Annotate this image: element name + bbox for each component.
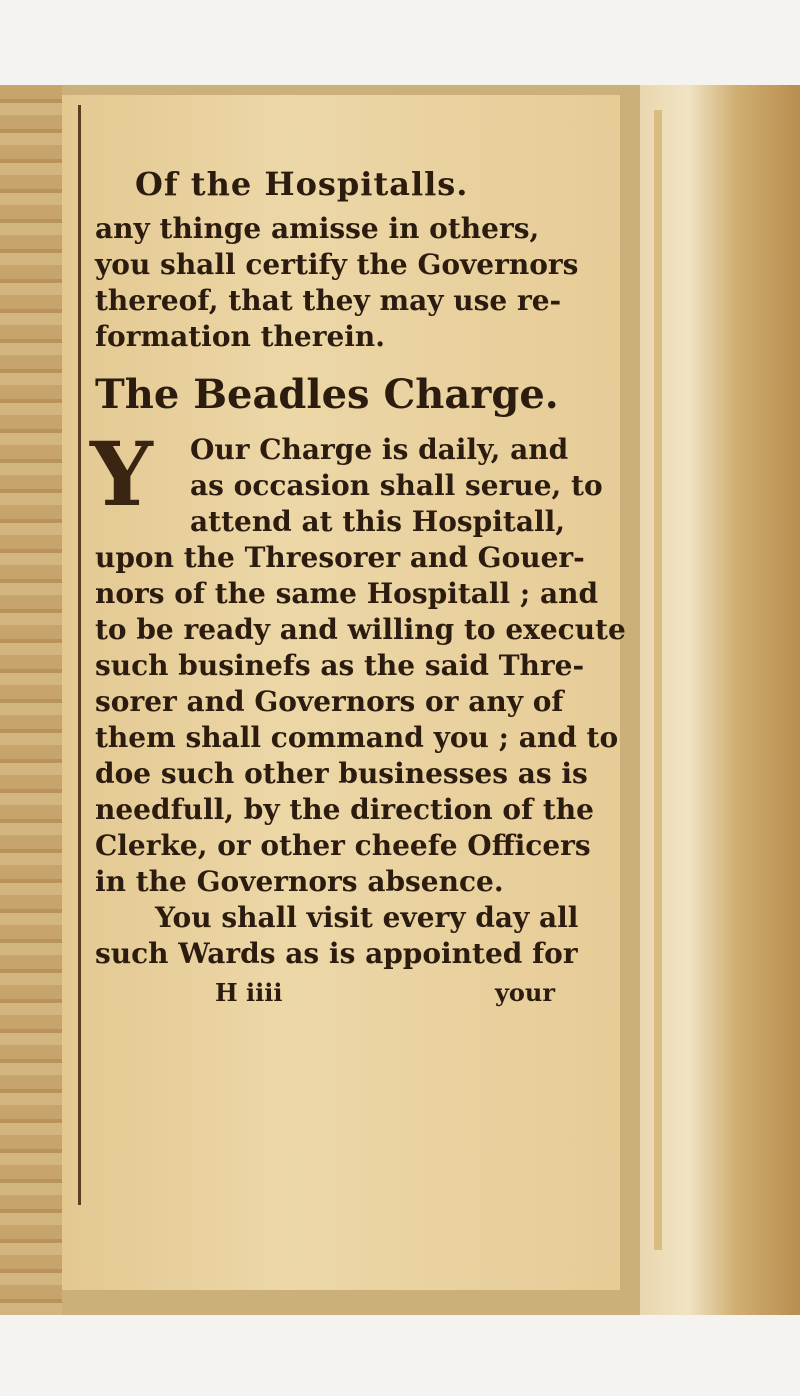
page-edge-right <box>640 85 800 1315</box>
text-line: in the Governors absence. <box>95 865 504 898</box>
margin-rule <box>78 105 81 1205</box>
text-line: you shall certify the Governors <box>95 248 579 281</box>
text-line: Clerke, or other cheefe Officers <box>95 829 591 862</box>
text-line: such Wards as is appointed for <box>95 937 578 970</box>
main-paragraph <box>90 422 626 900</box>
catchword: your <box>494 978 555 1007</box>
page-footer <box>215 978 555 1007</box>
fore-edge-stripe <box>654 110 662 1250</box>
facing-page-edge <box>0 85 62 1315</box>
text-line: formation therein. <box>95 320 386 353</box>
drop-cap: Y <box>90 422 153 526</box>
text-line: to be ready and willing to execute <box>95 613 626 646</box>
page-text <box>90 165 626 1007</box>
top-paragraph <box>95 211 615 355</box>
text-line: them shall command you ; and to <box>95 721 619 754</box>
section-heading: The Beadles Charge. <box>95 371 559 418</box>
text-line: nors of the same Hospitall ; and <box>95 577 599 610</box>
second-paragraph <box>95 900 615 972</box>
text-line: doe such other businesses as is <box>95 757 588 790</box>
running-head: Of the Hospitalls. <box>135 165 469 203</box>
text-line: such businefs as the said Thre- <box>95 649 585 682</box>
text-line: Our Charge is daily, and <box>190 433 569 466</box>
text-line: attend at this Hospitall, <box>190 505 565 538</box>
text-line: upon the Thresorer and Gouer- <box>95 541 585 574</box>
signature-mark: H iiii <box>215 978 283 1007</box>
text-line: any thinge amisse in others, <box>95 212 540 245</box>
text-line: thereof, that they may use re- <box>95 284 562 317</box>
text-line: needfull, by the direction of the <box>95 793 594 826</box>
text-line: You shall visit every day all <box>155 901 579 934</box>
text-line: as occasion shall serue, to <box>190 469 603 502</box>
text-line: sorer and Governors or any of <box>95 685 564 718</box>
